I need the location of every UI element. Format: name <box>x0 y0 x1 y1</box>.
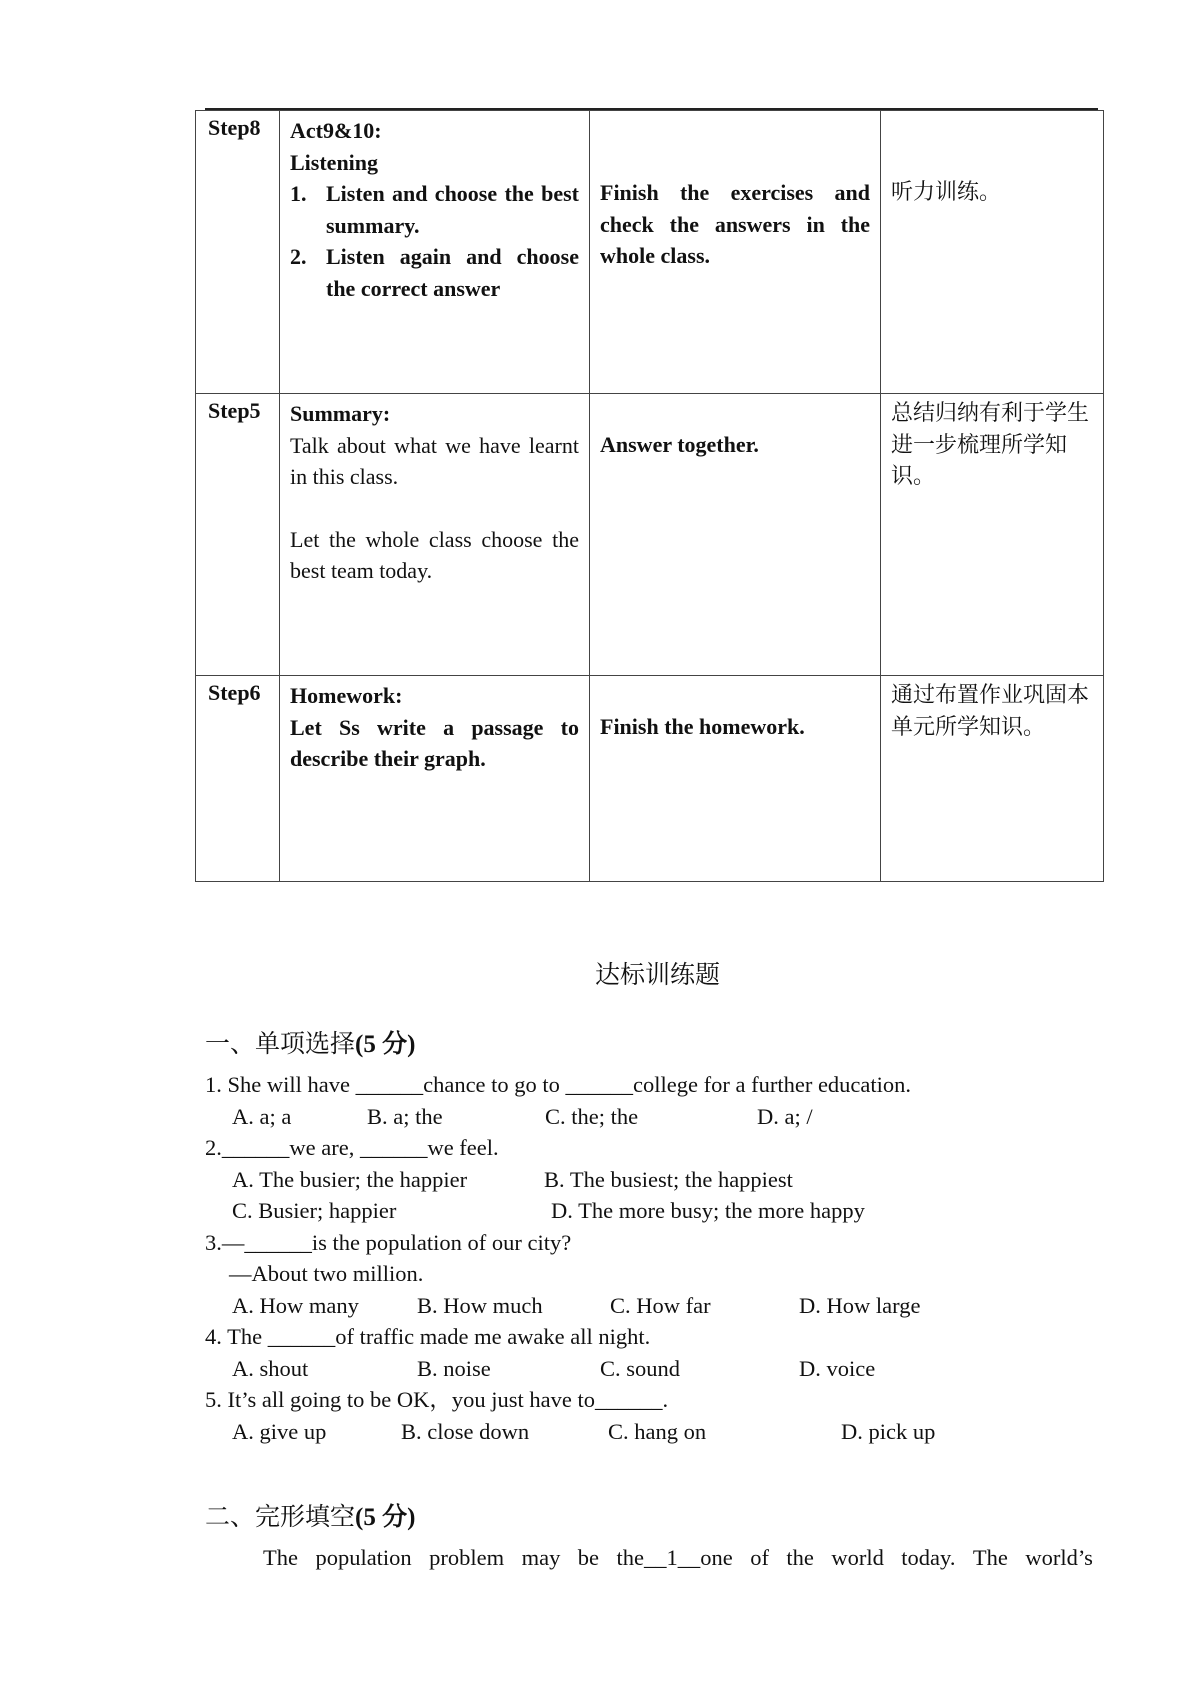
word: the <box>786 1545 814 1570</box>
word: today. <box>901 1545 956 1570</box>
multiple-choice-list <box>205 1069 936 1447</box>
option-row <box>205 1290 921 1322</box>
question-text: 3.—______is the population of our city? <box>205 1229 572 1255</box>
option-row <box>205 1416 936 1448</box>
step-label: Step8 <box>196 111 280 394</box>
word: world’s <box>1025 1545 1093 1570</box>
activity-title: Summary: <box>290 401 391 426</box>
student-activity: Finish the homework. <box>600 714 805 739</box>
activity-paragraph: Talk about what we have learnt in this class. <box>290 432 579 489</box>
option-row <box>205 1353 911 1385</box>
student-activity: Answer together. <box>600 432 759 457</box>
option-row <box>205 1195 911 1227</box>
activity-cell <box>280 676 590 882</box>
question-text: 4. The ______of traffic made me awake all night. <box>205 1324 651 1349</box>
list-text: Listen and choose the best summary. <box>326 181 579 238</box>
option: B. close down <box>401 1418 530 1444</box>
list-item <box>290 178 579 241</box>
section-points: (5 分) <box>355 1504 416 1531</box>
option: C. Busier; happier <box>232 1198 397 1223</box>
list-number: 1. <box>290 181 307 206</box>
table-row <box>196 676 1104 882</box>
section-points: (5 分) <box>355 1031 416 1058</box>
cloze-blank-1: __1__ <box>643 1545 701 1570</box>
option-row <box>205 1164 911 1196</box>
activity-bold-text: Let Ss write a passage to describe their graph. <box>290 714 579 771</box>
step-label: Step5 <box>196 394 280 676</box>
option: A. shout <box>232 1355 309 1381</box>
word: The <box>263 1545 298 1570</box>
option: B. noise <box>417 1355 491 1381</box>
answer-line: —About two million. <box>229 1261 424 1286</box>
purpose-cell <box>881 394 1104 676</box>
activity-list <box>290 178 579 304</box>
activity-paragraph: Let the whole class choose the best team today. <box>290 526 579 583</box>
word: one <box>700 1545 733 1570</box>
student-activity-cell <box>590 676 881 882</box>
question-text: 1. She will have ______chance to go to ______college for a further education. <box>205 1072 912 1097</box>
option: C. sound <box>600 1355 681 1381</box>
purpose-cell <box>881 676 1104 882</box>
student-activity-cell <box>590 394 881 676</box>
word: world <box>831 1545 884 1570</box>
word: the <box>616 1545 644 1570</box>
option: B. How much <box>417 1292 543 1318</box>
option: D. pick up <box>841 1418 936 1444</box>
section-heading <box>205 1497 415 1533</box>
question-text: 2.______we are, ______we feel. <box>205 1135 499 1160</box>
list-number: 2. <box>290 244 307 269</box>
word: The <box>972 1545 1008 1570</box>
section-heading <box>205 1024 415 1060</box>
step-label: Step6 <box>196 676 280 882</box>
question-text: 5. It’s all going to be OK，you just have to______. <box>205 1387 669 1412</box>
section-title: 一、单项选择 <box>205 1029 356 1058</box>
purpose-text: 听力训练。 <box>891 180 1002 205</box>
word: be <box>577 1545 600 1570</box>
activity-title: Homework: <box>290 683 403 708</box>
student-activity: Finish the exercises and check the answers in the whole class. <box>600 180 870 268</box>
activity-title: Act9&10: <box>290 118 382 143</box>
list-item <box>290 241 579 304</box>
table-row <box>196 394 1104 676</box>
exercise-title: 达标训练题 <box>594 960 720 989</box>
cloze-passage <box>263 1542 1093 1574</box>
option: B. a; the <box>367 1103 443 1129</box>
lesson-plan-table <box>195 110 1104 882</box>
word: of <box>750 1545 769 1570</box>
option: A. The busier; the happier <box>232 1166 468 1192</box>
section-title: 二、完形填空 <box>205 1502 356 1531</box>
option: C. How far <box>610 1292 711 1318</box>
option: C. the; the <box>545 1103 639 1129</box>
option-row <box>205 1101 911 1133</box>
word: population <box>315 1545 412 1570</box>
option: D. The more busy; the more happy <box>551 1198 865 1223</box>
table-row <box>196 111 1104 394</box>
activity-subtitle: Listening <box>290 149 379 175</box>
option: A. give up <box>232 1418 327 1444</box>
option: D. a; / <box>757 1103 813 1129</box>
purpose-text: 总结归纳有利于学生进一步梳理所学知识。 <box>891 401 1090 489</box>
student-activity-cell <box>590 111 881 394</box>
activity-cell <box>280 394 590 676</box>
activity-cell <box>280 111 590 394</box>
option: D. voice <box>799 1355 876 1381</box>
option: C. hang on <box>608 1418 707 1444</box>
word: may <box>521 1545 561 1570</box>
word: problem <box>429 1545 505 1570</box>
purpose-text: 通过布置作业巩固本单元所学知识。 <box>891 683 1090 740</box>
option: A. a; a <box>232 1103 292 1129</box>
option: D. How large <box>799 1292 921 1318</box>
purpose-cell <box>881 111 1104 394</box>
list-text: Listen again and choose the correct answer <box>326 244 579 301</box>
option: B. The busiest; the happiest <box>544 1166 793 1192</box>
option: A. How many <box>232 1292 359 1318</box>
